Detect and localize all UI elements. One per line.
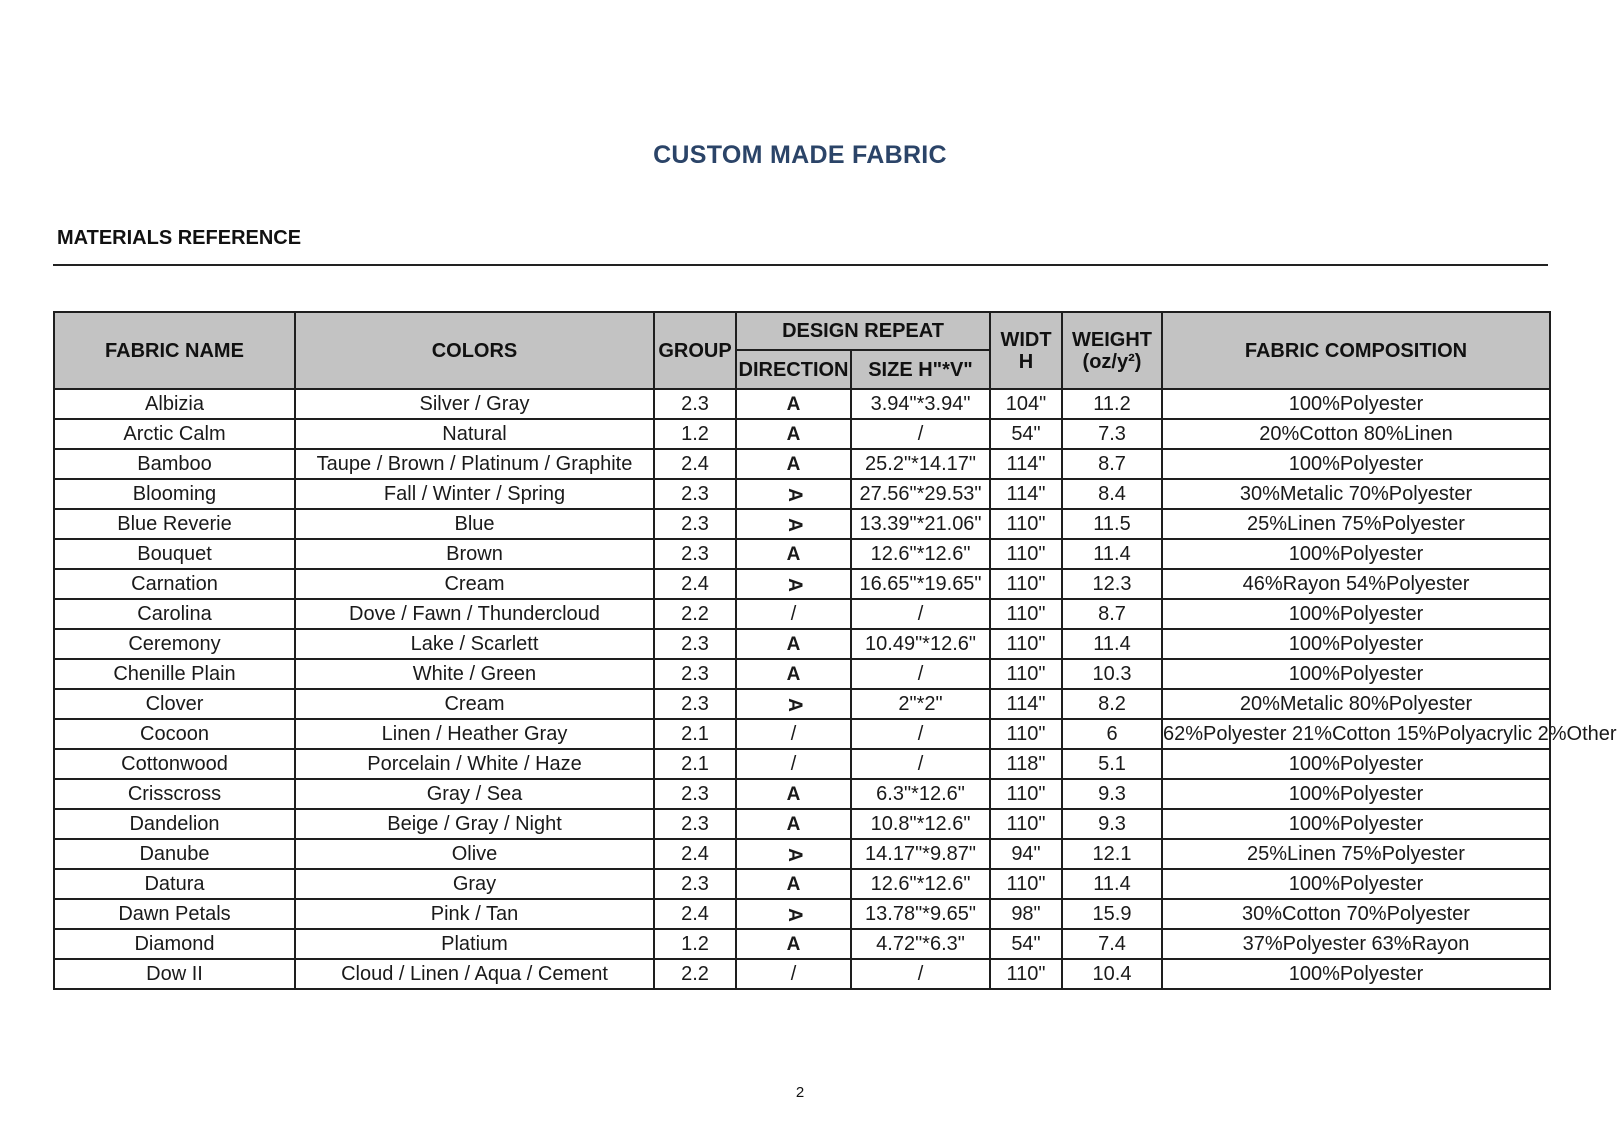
composition-cell: 30%Metalic 70%Polyester (1162, 479, 1550, 509)
colors-cell: Fall / Winter / Spring (295, 479, 654, 509)
direction-railroaded-icon: A (783, 697, 805, 712)
colors-cell: Brown (295, 539, 654, 569)
fabric-name-cell: Clover (54, 689, 295, 719)
colors-cell: Gray (295, 869, 654, 899)
width-cell: 98" (990, 899, 1062, 929)
composition-cell: 100%Polyester (1162, 809, 1550, 839)
table-row (54, 839, 1550, 869)
page-title: CUSTOM MADE FABRIC (653, 141, 947, 169)
width-cell: 110" (990, 779, 1062, 809)
direction-upright-icon: A (786, 873, 801, 895)
composition-cell: 100%Polyester (1162, 599, 1550, 629)
direction-railroaded-icon: A (783, 577, 805, 592)
table-body (54, 389, 1617, 989)
colors-cell: Olive (295, 839, 654, 869)
group-cell: 2.3 (654, 479, 736, 509)
composition-cell: 20%Cotton 80%Linen (1162, 419, 1550, 449)
direction-cell (736, 449, 851, 479)
size-cell: 16.65"*19.65" (851, 569, 990, 599)
width-cell: 114" (990, 449, 1062, 479)
width-cell: 110" (990, 959, 1062, 989)
direction-cell: / (736, 749, 851, 779)
direction-cell (736, 389, 851, 419)
width-cell: 110" (990, 599, 1062, 629)
fabric-name-cell: Bamboo (54, 449, 295, 479)
fabric-name-cell: Crisscross (54, 779, 295, 809)
width-cell: 114" (990, 689, 1062, 719)
direction-cell: / (736, 719, 851, 749)
fabric-name-cell: Arctic Calm (54, 419, 295, 449)
colors-cell: Pink / Tan (295, 899, 654, 929)
page-number: 2 (795, 1084, 805, 1101)
weight-cell: 11.2 (1062, 389, 1162, 419)
fabric-name-cell: Albizia (54, 389, 295, 419)
fabric-table (53, 311, 1617, 990)
direction-cell (736, 509, 851, 539)
width-cell: 110" (990, 569, 1062, 599)
weight-cell: 11.4 (1062, 869, 1162, 899)
size-cell: 14.17"*9.87" (851, 839, 990, 869)
composition-cell: 100%Polyester (1162, 389, 1550, 419)
header-fabric-composition: FABRIC COMPOSITION (1162, 312, 1550, 389)
fabric-name-cell: Ceremony (54, 629, 295, 659)
weight-cell: 11.4 (1062, 539, 1162, 569)
size-cell: 13.39"*21.06" (851, 509, 990, 539)
fabric-name-cell: Blue Reverie (54, 509, 295, 539)
colors-cell: Gray / Sea (295, 779, 654, 809)
weight-cell: 11.4 (1062, 629, 1162, 659)
composition-cell: 100%Polyester (1162, 629, 1550, 659)
composition-cell: 30%Cotton 70%Polyester (1162, 899, 1550, 929)
colors-cell: Natural (295, 419, 654, 449)
fabric-name-cell: Carnation (54, 569, 295, 599)
header-group: GROUP (654, 312, 736, 389)
weight-cell: 12.1 (1062, 839, 1162, 869)
weight-cell: 8.4 (1062, 479, 1162, 509)
fabric-name-cell: Dow II (54, 959, 295, 989)
group-cell: 1.2 (654, 419, 736, 449)
header-fabric-name: FABRIC NAME (54, 312, 295, 389)
size-cell: 6.3"*12.6" (851, 779, 990, 809)
composition-cell: 25%Linen 75%Polyester (1162, 509, 1550, 539)
direction-railroaded-icon: A (783, 487, 805, 502)
size-cell: 27.56"*29.53" (851, 479, 990, 509)
composition-cell: 25%Linen 75%Polyester (1162, 839, 1550, 869)
fabric-name-cell: Cottonwood (54, 749, 295, 779)
size-cell: / (851, 959, 990, 989)
size-cell: 3.94"*3.94" (851, 389, 990, 419)
size-cell: 10.8"*12.6" (851, 809, 990, 839)
composition-cell: 46%Rayon 54%Polyester (1162, 569, 1550, 599)
group-cell: 2.1 (654, 719, 736, 749)
colors-cell: Platium (295, 929, 654, 959)
width-cell: 104" (990, 389, 1062, 419)
group-cell: 2.3 (654, 659, 736, 689)
weight-cell: 15.9 (1062, 899, 1162, 929)
table-row (54, 869, 1550, 899)
composition-cell: 100%Polyester (1162, 659, 1550, 689)
direction-cell (736, 779, 851, 809)
weight-cell: 9.3 (1062, 809, 1162, 839)
table-row (54, 659, 1550, 689)
direction-cell (736, 659, 851, 689)
direction-cell: / (736, 599, 851, 629)
table-row (54, 539, 1550, 569)
width-cell: 54" (990, 929, 1062, 959)
direction-upright-icon: A (786, 783, 801, 805)
fabric-name-cell: Diamond (54, 929, 295, 959)
group-cell: 2.3 (654, 389, 736, 419)
direction-upright-icon: A (786, 543, 801, 565)
direction-upright-icon: A (786, 393, 801, 415)
size-cell: / (851, 599, 990, 629)
header-size: SIZE H"*V" (851, 350, 990, 389)
width-cell: 94" (990, 839, 1062, 869)
size-cell: 12.6"*12.6" (851, 869, 990, 899)
direction-upright-icon: A (786, 633, 801, 655)
direction-cell (736, 539, 851, 569)
size-cell: / (851, 749, 990, 779)
composition-cell: 62%Polyester 21%Cotton 15%Polyacrylic 2%Other (1162, 719, 1550, 749)
width-cell: 110" (990, 629, 1062, 659)
direction-upright-icon: A (786, 453, 801, 475)
colors-cell: Linen / Heather Gray (295, 719, 654, 749)
table-row (54, 599, 1550, 629)
fabric-name-cell: Danube (54, 839, 295, 869)
group-cell: 2.2 (654, 599, 736, 629)
group-cell: 2.1 (654, 749, 736, 779)
direction-cell (736, 569, 851, 599)
composition-cell: 100%Polyester (1162, 449, 1550, 479)
table-row (54, 629, 1550, 659)
fabric-name-cell: Datura (54, 869, 295, 899)
direction-cell (736, 869, 851, 899)
group-cell: 2.3 (654, 869, 736, 899)
table-row (54, 689, 1550, 719)
fabric-name-cell: Blooming (54, 479, 295, 509)
colors-cell: Blue (295, 509, 654, 539)
direction-cell: / (736, 959, 851, 989)
direction-railroaded-icon: A (783, 847, 805, 862)
weight-cell: 7.3 (1062, 419, 1162, 449)
direction-cell (736, 479, 851, 509)
weight-cell: 11.5 (1062, 509, 1162, 539)
colors-cell: Porcelain / White / Haze (295, 749, 654, 779)
size-cell: / (851, 659, 990, 689)
size-cell: / (851, 719, 990, 749)
table-header (54, 312, 1550, 389)
width-cell: 110" (990, 539, 1062, 569)
width-cell: 118" (990, 749, 1062, 779)
direction-cell (736, 899, 851, 929)
weight-cell: 6 (1062, 719, 1162, 749)
colors-cell: Dove / Fawn / Thundercloud (295, 599, 654, 629)
fabric-name-cell: Bouquet (54, 539, 295, 569)
composition-cell: 100%Polyester (1162, 869, 1550, 899)
group-cell: 2.3 (654, 809, 736, 839)
width-cell: 110" (990, 509, 1062, 539)
table-row (54, 779, 1550, 809)
table-row (54, 719, 1550, 749)
colors-cell: White / Green (295, 659, 654, 689)
composition-cell: 100%Polyester (1162, 779, 1550, 809)
weight-cell: 10.4 (1062, 959, 1162, 989)
direction-cell (736, 689, 851, 719)
size-cell: 10.49"*12.6" (851, 629, 990, 659)
size-cell: / (851, 419, 990, 449)
section-divider (53, 264, 1548, 266)
group-cell: 2.3 (654, 689, 736, 719)
direction-cell (736, 839, 851, 869)
colors-cell: Silver / Gray (295, 389, 654, 419)
colors-cell: Lake / Scarlett (295, 629, 654, 659)
weight-cell: 5.1 (1062, 749, 1162, 779)
section-heading: MATERIALS REFERENCE (57, 227, 302, 249)
colors-cell: Beige / Gray / Night (295, 809, 654, 839)
direction-upright-icon: A (786, 423, 801, 445)
group-cell: 2.2 (654, 959, 736, 989)
direction-upright-icon: A (786, 933, 801, 955)
width-cell: 110" (990, 659, 1062, 689)
composition-cell: 100%Polyester (1162, 539, 1550, 569)
direction-railroaded-icon: A (783, 907, 805, 922)
group-cell: 2.4 (654, 449, 736, 479)
weight-cell: 8.7 (1062, 449, 1162, 479)
direction-upright-icon: A (786, 813, 801, 835)
fabric-name-cell: Cocoon (54, 719, 295, 749)
weight-cell: 12.3 (1062, 569, 1162, 599)
group-cell: 2.4 (654, 569, 736, 599)
group-cell: 2.3 (654, 509, 736, 539)
header-weight: WEIGHT (oz/y²) (1062, 312, 1162, 389)
direction-upright-icon: A (786, 663, 801, 685)
group-cell: 2.3 (654, 629, 736, 659)
group-cell: 2.4 (654, 899, 736, 929)
colors-cell: Taupe / Brown / Platinum / Graphite (295, 449, 654, 479)
table-row (54, 899, 1550, 929)
width-cell: 114" (990, 479, 1062, 509)
group-cell: 2.3 (654, 779, 736, 809)
weight-cell: 7.4 (1062, 929, 1162, 959)
direction-cell (736, 629, 851, 659)
weight-cell: 10.3 (1062, 659, 1162, 689)
table-row (54, 569, 1550, 599)
table-row (54, 449, 1550, 479)
direction-cell (736, 419, 851, 449)
group-cell: 2.4 (654, 839, 736, 869)
table-row (54, 809, 1550, 839)
direction-cell (736, 929, 851, 959)
weight-cell: 9.3 (1062, 779, 1162, 809)
header-design-repeat: DESIGN REPEAT (736, 312, 990, 350)
size-cell: 4.72"*6.3" (851, 929, 990, 959)
colors-cell: Cream (295, 689, 654, 719)
header-colors: COLORS (295, 312, 654, 389)
size-cell: 2"*2" (851, 689, 990, 719)
direction-cell (736, 809, 851, 839)
table-row (54, 419, 1550, 449)
table-row (54, 389, 1550, 419)
table-row (54, 929, 1550, 959)
direction-railroaded-icon: A (783, 517, 805, 532)
weight-cell: 8.7 (1062, 599, 1162, 629)
table-row (54, 749, 1550, 779)
header-width: WIDT H (990, 312, 1062, 389)
size-cell: 13.78"*9.65" (851, 899, 990, 929)
group-cell: 2.3 (654, 539, 736, 569)
header-direction: DIRECTION (736, 350, 851, 389)
fabric-name-cell: Dandelion (54, 809, 295, 839)
fabric-name-cell: Chenille Plain (54, 659, 295, 689)
fabric-name-cell: Carolina (54, 599, 295, 629)
width-cell: 110" (990, 869, 1062, 899)
width-cell: 54" (990, 419, 1062, 449)
table-row (54, 959, 1550, 989)
group-cell: 1.2 (654, 929, 736, 959)
width-cell: 110" (990, 809, 1062, 839)
table-row (54, 509, 1550, 539)
colors-cell: Cream (295, 569, 654, 599)
composition-cell: 37%Polyester 63%Rayon (1162, 929, 1550, 959)
composition-cell: 20%Metalic 80%Polyester (1162, 689, 1550, 719)
colors-cell: Cloud / Linen / Aqua / Cement (295, 959, 654, 989)
fabric-name-cell: Dawn Petals (54, 899, 295, 929)
size-cell: 25.2"*14.17" (851, 449, 990, 479)
composition-cell: 100%Polyester (1162, 959, 1550, 989)
size-cell: 12.6"*12.6" (851, 539, 990, 569)
composition-cell: 100%Polyester (1162, 749, 1550, 779)
width-cell: 110" (990, 719, 1062, 749)
weight-cell: 8.2 (1062, 689, 1162, 719)
table-row (54, 479, 1550, 509)
